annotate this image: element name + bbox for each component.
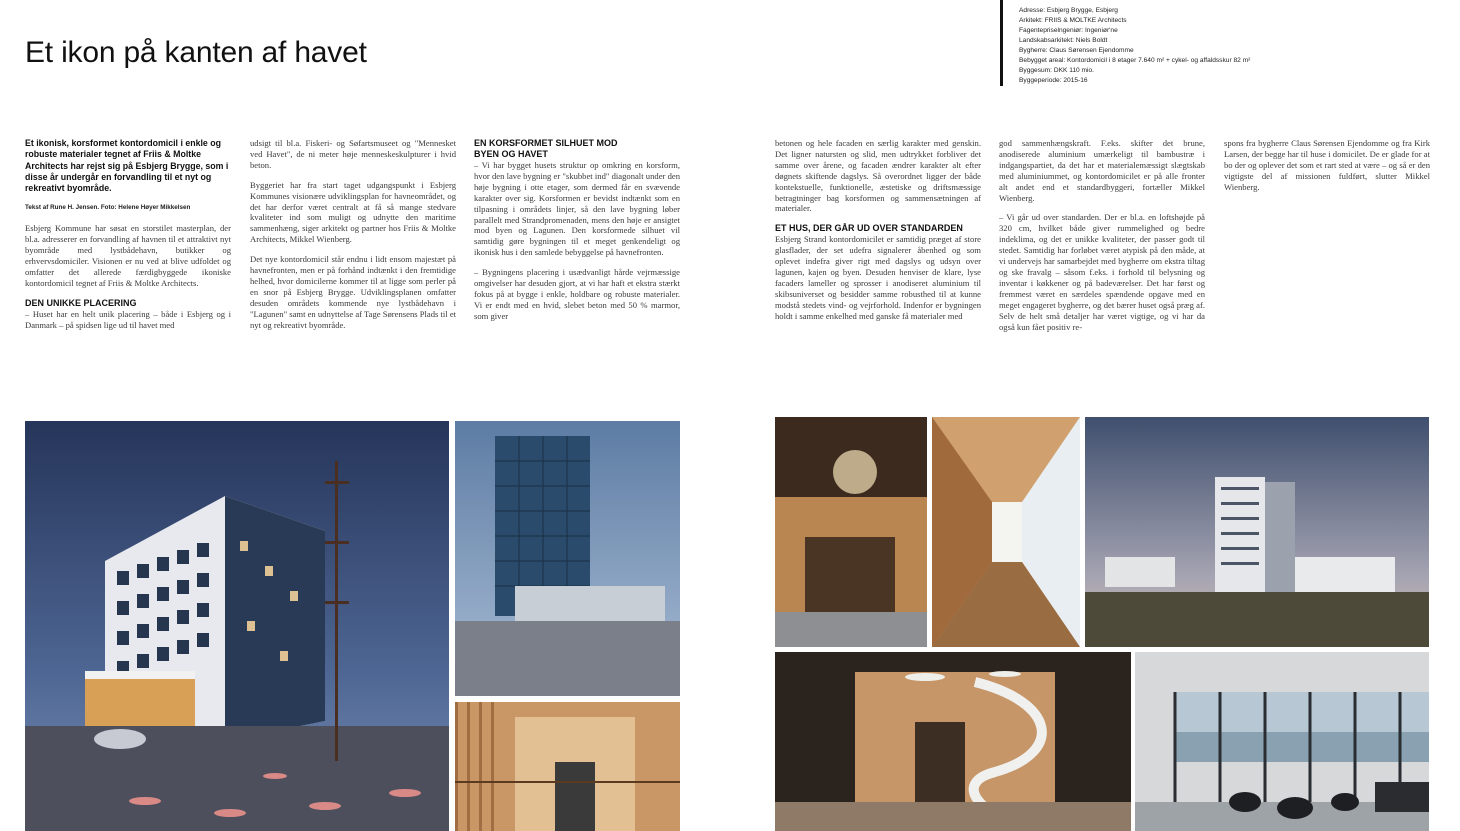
fact-architect: Arkitekt: FRIIS & MOLTKE Architects — [1019, 17, 1127, 24]
page-title: Et ikon på kanten af havet — [25, 36, 367, 69]
body-paragraph: betonen og hele facaden en særlig karakter med genskin. Det ligner natursten og slid, men udtrykket forbliver det samme over årene, og facaden ændrer karakter alt efter døgnets skiftende dagslys. Så overordnet ligger der både kontekstuelle, funktionelle, æstetiske og driftsmæssige betragtninger bag korsformen og sammensætningen af materialer. — [775, 138, 981, 214]
photo-atrium-chandelier — [775, 417, 927, 647]
fact-area: Bebygget areal: Kontordomicil i 8 etager 7.640 m² + cykel- og affaldsskur 82 m² — [1019, 57, 1251, 64]
body-paragraph: udsigt til bl.a. Fiskeri- og Søfartsmuseet og "Mennesket ved Havet", de ni meter høje menneskeskulpturer i hvid beton. — [250, 138, 456, 170]
body-paragraph: – Vi har bygget husets struktur op omkring en korsform, hvor den lave bygning er "skubbet ind" diagonalt under den høje bygning i otte etager, som dermed får en svævende karakter over sig. Korsformen er bevidst indtænkt som en tilpasning i områdets linjer, så den lave bygning løber parallelt med Strandpromenaden, mens den høje er ansigtet mod byen og Lagunen. Den korsformede silhuet vil samtidig gøre bygningen til et meget genkendeligt og ikonisk hus i den samlede bebyggelse på havnefronten. — [474, 160, 680, 258]
byline: Tekst af Rune H. Jensen. Foto: Helene Høyer Mikkelsen — [25, 204, 191, 212]
fact-cost: Byggesum: DKK 110 mio. — [1019, 67, 1095, 74]
article-column-2 — [250, 138, 456, 400]
photo-spiral-staircase — [775, 652, 1131, 831]
article-column-3 — [474, 138, 680, 400]
subheading: ET HUS, DER GÅR UD OVER STANDARDEN — [775, 223, 963, 234]
body-paragraph: – Huset har en helt unik placering – både i Esbjerg og i Danmark – på spidsen lige ud til havet med — [25, 308, 231, 330]
article-column-1 — [25, 138, 231, 400]
body-paragraph: god sammenhængskraft. F.eks. skifter det brune, anodiserede aluminium umærkeligt til bambustræ i indgangspartiet, da det har et materialemæssigt slægtskab med aluminiummet, og kontordomicilet er på alle fronter alt andet end et standardbyggeri, fortæller Mikkel Wienberg. — [999, 138, 1205, 203]
subheading: BYEN OG HAVET — [474, 149, 548, 159]
body-paragraph: Byggeriet har fra start taget udgangspunkt i Esbjerg Kommunes visionære udviklingsplan for havneområdet, og det har derfor været centralt at få så mange stedvare kvaliteter ind som muligt og udnytte den maritime sammenhæng, siger arkitekt og partner hos Friis & Moltke Architects, Mikkel Wienberg. — [250, 179, 456, 245]
lead-paragraph: Et ikonisk, korsformet kontordomicil i enkle og robuste materialer tegnet af Friis & Moltke Architects har rejst sig på Esbjerg Brygge, som i disse år undergår en forvandling til et nyt og rekreativt byområde. — [25, 138, 229, 194]
photo-wood-interior — [455, 702, 680, 831]
photo-tower-landscape — [1085, 417, 1429, 647]
project-facts-box — [1000, 0, 1300, 86]
fact-address: Adresse: Esbjerg Brygge, Esbjerg — [1019, 7, 1118, 14]
article-column-5 — [999, 138, 1205, 400]
body-paragraph: Esbjerg Strand kontordomicilet er samtidig præget af store glasflader, der set udefra signalerer åbenhed og som oplevet indefra giver rigt med dagslys og udsyn over lagunen, kajen og byen. Desuden henviser de klare, lyse facaders lameller og sprosser i anodiseret aluminium til skibsuniverset og besidder samme robusthed til at kunne modstå stedets vind- og vejrforhold. Indenfor er bygningen holdt i samme enkelhed med ganske få materialer med — [775, 234, 981, 321]
photo-corridor — [932, 417, 1080, 647]
body-paragraph: – Vi går ud over standarden. Der er bl.a. en loftshøjde på 320 cm, hvilket både giver rummelighed og bedre indeklima, og det er unikke kvaliteter, der passer godt til stedet. Samtidig har forløbet været atypisk på den måde, at vi undervejs har samarbejdet med bygherre om ekstra tiltag og ske fravalg – såsom f.eks. i forhold til belysning og inventar i køkkener og på badeværelser. Det har først og fremmest været en særdeles spændende opgave med en meget engageret bygherre, og det bærer huset også præg af. Selv de helt små detaljer har været vigtige, og vi har da også kun fået positiv re- — [999, 212, 1205, 332]
photo-building-dusk — [25, 421, 449, 831]
subheading: EN KORSFORMET SILHUET MOD — [474, 138, 618, 148]
fact-landscape: Landskabsarkitekt: Niels Boldt — [1019, 37, 1108, 44]
article-column-4 — [775, 138, 981, 400]
body-paragraph: Esbjerg Kommune har søsat en storstilet masterplan, der bl.a. adresserer en forvandling af havnen til et attraktivt nyt byområde med lystbådehavn, butikker og erhvervsdomiciler. Visionen er nu ved at blive udfoldet og omfatter det allerede færdigbyggede ikoniske kontordomicil tegnet af Friis & Moltke Architects. — [25, 223, 231, 288]
fact-client: Bygherre: Claus Sørensen Ejendomme — [1019, 47, 1134, 54]
article-column-6 — [1224, 138, 1430, 400]
body-paragraph: – Bygningens placering i usædvanligt hårde vejrmæssige omgivelser har desuden gjort, at vi har haft et ekstra stærkt fokus på at bygge i enkle, holdbare og robuste materialer. Vi er endt med en hvid, slebet beton med 50 % marmor, som giver — [474, 267, 680, 321]
body-paragraph: Det nye kontordomicil står endnu i lidt ensom majestæt på havnefronten, men er på forhånd indtænkt i den fremtidige helhed, hvor domicilerne kommer til at ligge som perler på en snor på Esbjerg Brygge. Udviklingsplanen omfatter desuden områdets kommende nye lystbådehavn i "Lagunen" samt en udnyttelse af Tage Sørensens Plads til et nyt og rekreativt byområde. — [250, 254, 456, 330]
photo-sea-view-lounge — [1135, 652, 1429, 831]
photo-glass-tower — [455, 421, 680, 696]
subheading: DEN UNIKKE PLACERING — [25, 297, 137, 308]
fact-engineer: Fagentepriselngeniør: Ingeniør'ne — [1019, 27, 1118, 34]
fact-period: Byggeperiode: 2015-16 — [1019, 77, 1088, 84]
body-paragraph: spons fra bygherre Claus Sørensen Ejendomme og fra Kirk Larsen, der begge har til huse i domicilet. De er glade for at bo der og oplever det som et rart sted at være – og så er den vigtigste del af missionen fuldført, slutter Mikkel Wienberg. — [1224, 138, 1430, 192]
